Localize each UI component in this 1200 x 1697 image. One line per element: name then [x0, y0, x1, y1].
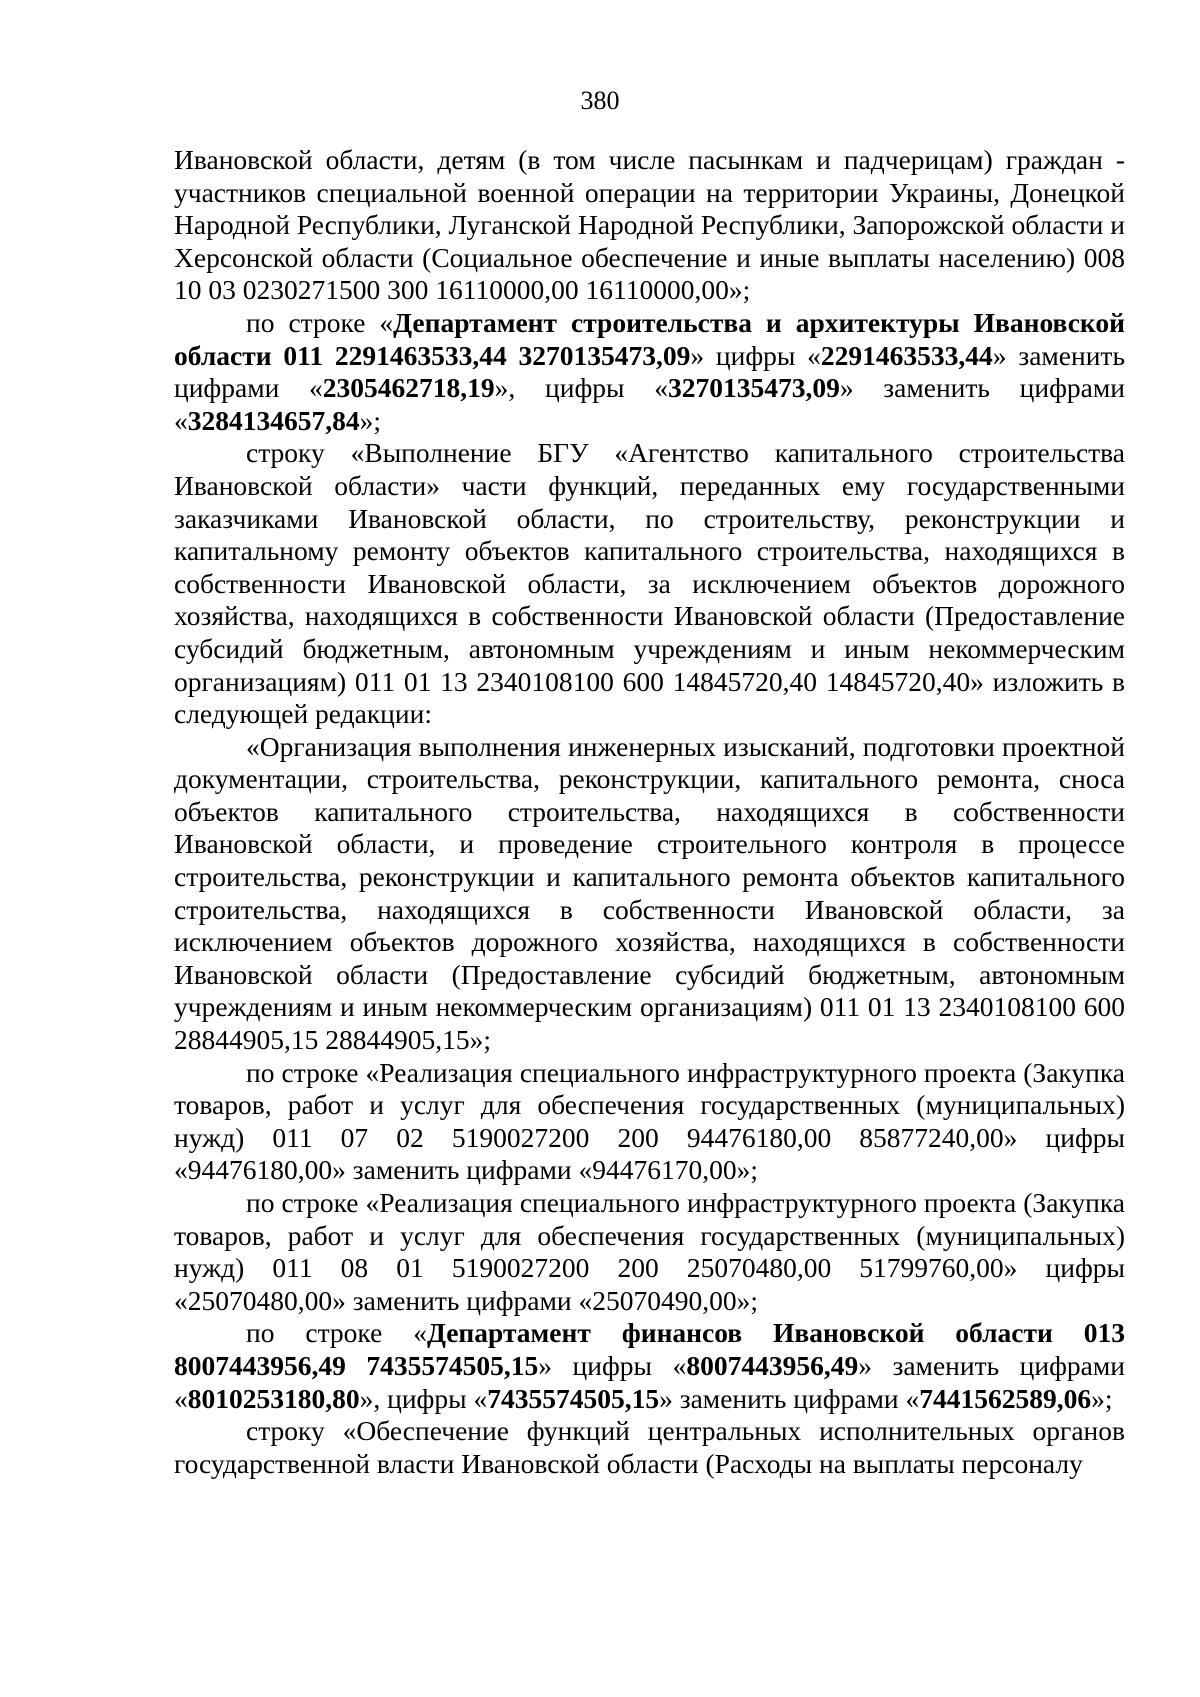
text-run: », цифры «	[494, 372, 668, 404]
paragraph	[174, 1317, 1125, 1415]
text-run: » цифры «	[538, 1349, 687, 1381]
text-run: » заменить цифрами «	[174, 339, 1125, 404]
paragraph	[174, 144, 1125, 307]
paragraph	[174, 1057, 1125, 1187]
text-run: » цифры «	[690, 339, 821, 371]
bold-text-run: Департамент строительства и архитектуры Ивановской области 011 2291463533,44 3270135473,09	[174, 306, 1125, 371]
bold-text-run: 2291463533,44	[820, 339, 993, 371]
text-run: » заменить цифрами «	[174, 1349, 1126, 1414]
document-body	[174, 144, 1125, 1480]
text-run: »;	[359, 404, 382, 436]
bold-text-run: 7441562589,06	[919, 1382, 1092, 1414]
text-run: по строке «Реализация специального инфраструктурного проекта (Закупка товаров, работ и услуг для обеспечения государственных (муниципальных) нужд) 011 07 02 5190027200 200 94476180,00 85877240,00» цифры «94476180,00» заменить цифрами «94476170,00»;	[174, 1056, 1125, 1186]
bold-text-run: 3284134657,84	[187, 404, 360, 436]
text-run: », цифры «	[359, 1382, 488, 1414]
bold-text-run: 8007443956,49	[686, 1349, 859, 1381]
bold-text-run: 3270135473,09	[667, 372, 840, 404]
bold-text-run: 7435574505,15	[487, 1382, 660, 1414]
paragraph	[174, 731, 1125, 1057]
text-run: » заменить цифрами «	[659, 1382, 920, 1414]
text-run: »;	[1091, 1382, 1113, 1414]
bold-text-run: Департамент финансов Ивановской области 013 8007443956,49 7435574505,15	[174, 1317, 1125, 1381]
text-run: «Организация выполнения инженерных изысканий, подготовки проектной документации, строительства, реконструкции, капитального ремонта, сноса объектов капитального строительства, находящихся в собственности Ивановской области, и проведение строительного контроля в процессе строительства, реконструкции и капитального ремонта объектов капитального строительства, находящихся в собственности Ивановской области, за исключением объектов дорожного хозяйства, находящихся в собственности Ивановской области (Предоставление субсидий бюджетным, автономным учреждениям и иным некоммерческим организациям) 011 01 13 2340108100 600 28844905,15 28844905,15»;	[174, 730, 1125, 1056]
text-run: по строке «	[246, 306, 394, 338]
text-run: Ивановской области, детям (в том числе пасынкам и падчерицам) граждан - участников специальной военной операции на территории Украины, Донецкой Народной Республики, Луганской Народной Республики, Запорожской области и Херсонской области (Социальное обеспечение и иные выплаты населению) 008 10 03 0230271500 300 16110000,00 16110000,00»;	[174, 144, 1125, 306]
text-run: строку «Выполнение БГУ «Агентство капитального строительства Ивановской области» части функций, переданных ему государственными заказчиками Ивановской области, по строительству, реконструкции и капитальному ремонту объектов капитального строительства, находящихся в собственности Ивановской области, за исключением объектов дорожного хозяйства, находящихся в собственности Ивановской области (Предоставление субсидий бюджетным, автономным учреждениям и иным некоммерческим организациям) 011 01 13 2340108100 600 14845720,40 14845720,40» изложить в следующей редакции:	[174, 437, 1125, 730]
text-run: » заменить цифрами «	[174, 372, 1126, 436]
paragraph	[174, 307, 1125, 437]
bold-text-run: 2305462718,19	[322, 372, 495, 404]
paragraph	[174, 437, 1125, 730]
text-run: по строке «	[246, 1317, 427, 1349]
bold-text-run: 8010253180,80	[187, 1382, 360, 1414]
paragraph	[174, 1415, 1125, 1480]
page-number: 380	[580, 86, 620, 115]
paragraph	[174, 1187, 1125, 1317]
text-run: строку «Обеспечение функций центральных исполнительных органов государственной власти Ивановской области (Расходы на выплаты персоналу	[174, 1415, 1125, 1479]
text-run: по строке «Реализация специального инфраструктурного проекта (Закупка товаров, работ и услуг для обеспечения государственных (муниципальных) нужд) 011 08 01 5190027200 200 25070480,00 51799760,00» цифры «25070480,00» заменить цифрами «25070490,00»;	[174, 1187, 1125, 1316]
